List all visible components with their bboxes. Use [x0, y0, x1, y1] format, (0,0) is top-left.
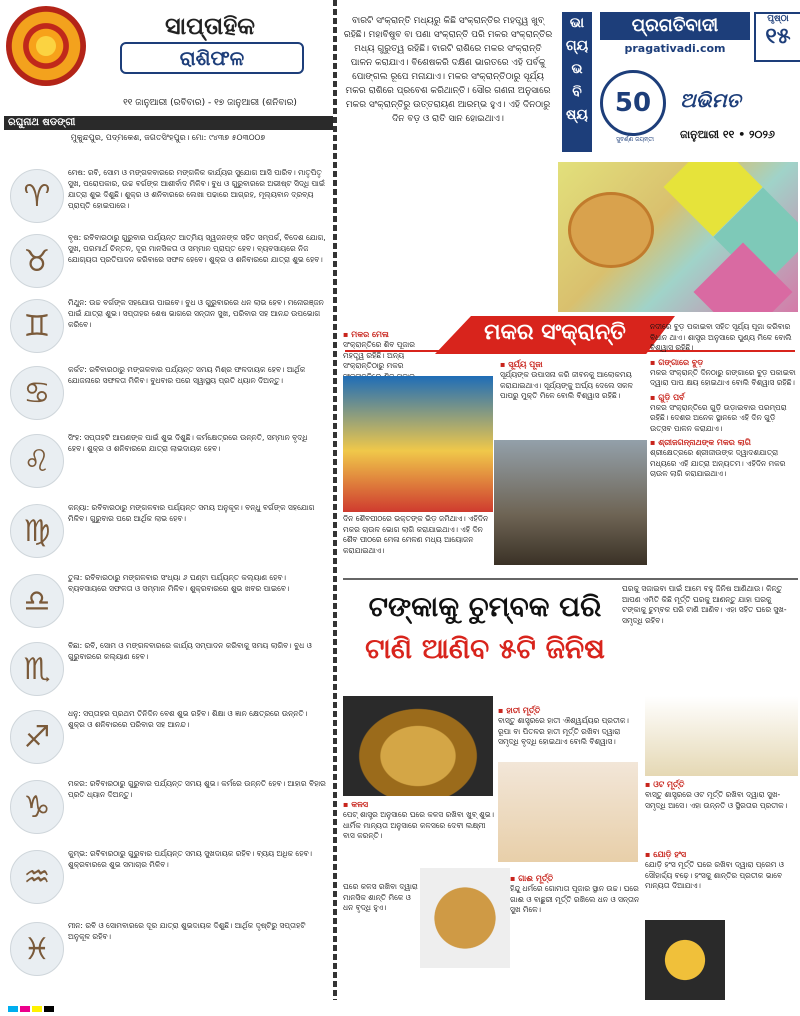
zodiac-sign-row [6, 918, 328, 981]
section-brand: ଅଭିମତ [680, 88, 741, 112]
taurus-icon: ♉ [10, 234, 64, 288]
zodiac-sign-row [6, 430, 328, 493]
zodiac-sign-row [6, 706, 328, 769]
makar-mela-body: ସଂକ୍ରାନ୍ତିରେ ଶିବ ପୂଜାର ମହତ୍ତ୍ୱ ରହିଛି। ଅନ୍ୟ ସଂକ୍ରାନ୍ତିଠାରୁ ମକର [343, 340, 415, 370]
kalasha-body: ପେଟ୍‌ ଶାସ୍ତ୍ର ଅନୁସାରେ ଘରେ କଳସ ରଖିବା ଖୁବ୍ ଶୁଭ। ଧାର୍ମିକ ମାନ୍ୟତା ଅନୁସାରେ କଳସରେ ଦେବୀ ଲକ୍ଷ୍ମୀ ବାସ କରନ୍ତି। [343, 810, 495, 840]
kalasha-section [343, 800, 495, 842]
feature2-intro: ଘରକୁ ସଜାଇବା ପାଇଁ ଆମେ ବହୁ ଜିନିଷ ଆଣିଥାଉ। କିନ୍ତୁ ଆପଣ ଏମିତି କିଛି ମୂର୍ତ୍ତି ଘରକୁ ଆଣନ୍ତୁ ଯାହା ଘରକୁ ଟଙ୍କାକୁ ଚୁମ୍ବକ ପରି ଟାଣି ଆଣିବ। ଏହା ସହିତ ଘରେ ସୁଖ-ସମୃଦ୍ଧି ରହିବ। [622, 584, 787, 625]
rashifala-date-range: ୧୧ ଜାନୁଆରୀ (ରବିବାର) - ୧୭ ଜାନୁଆରୀ (ଶନିବାର) [123, 98, 297, 108]
registration-mark-black [44, 1006, 54, 1012]
zodiac-sign-text: ମକର: ରବିବାରଠାରୁ ଗୁରୁବାର ପର୍ଯ୍ୟନ୍ତ ସମୟ ଶୁଭ। କର୍ମରେ ଉନ୍ନତି ହେବ। ଆହାର ବିହାର ପ୍ରତି ଧ୍ୟାନ ଦିଅନ୍ତୁ। [68, 779, 326, 799]
vertical-char: ଷ୍ୟ [566, 107, 588, 123]
registration-mark-cyan [8, 1006, 18, 1012]
registration-mark-yellow [32, 1006, 42, 1012]
zodiac-sign-text: ସିଂହ: ସପ୍ତାହଟି ଆପଣଙ୍କ ପାଇଁ ଶୁଭ ଦିଶୁଛି। କର୍ମକ୍ଷେତ୍ରରେ ଉନ୍ନତି, ସମ୍ମାନ ବୃଦ୍ଧି ହେବ। ଶୁକ୍ର ଓ ଶନିବାରରେ ଯାତ୍ରା ଲାଭଦାୟକ ହେବ। [68, 433, 308, 453]
sweets-plate [568, 192, 654, 268]
hati-tag: ▪ ହାତୀ ମୂର୍ତ୍ତି [498, 706, 541, 715]
zodiac-sign-text: ମେଷ: ରବି, ସୋମ ଓ ମଙ୍ଗଳବାରରେ ମଙ୍ଗଳିକ କାର୍ଯ୍ୟର ସୁଯୋଗ ଆସି ପାରିବ। ମାତୃପିତୃ ସୁଖ, ପରୋପକାର, ଉଚ୍ଚ ବର୍ଗଙ୍କ ଆଶୀର୍ବାଦ ମିଳିବ। ବୁଧ ଓ ଗୁରୁବାରରେ ଅଭୀଷ୍ଟ ସିଦ୍ଧି ପାଇଁ ଯାତ୍ରା ଶୁଭ ଦିଶୁଛି। ଶୁକ୍ର ଓ ଶନିବାରରେ ଲେଖା ପଢାରେ ଆଗ୍ରହ, ମୂଲ୍ୟବାନ ଦ୍ରବ୍ୟ ପ୍ରାପ୍ତି ହୋଇପାରେ। [68, 168, 326, 210]
gai-section [510, 874, 640, 916]
gangare-tag: ▪ ଗଙ୍ଗାରେ ବୁଡ଼ [650, 357, 704, 367]
aries-icon: ♈ [10, 169, 64, 223]
ghudi-tag: ▪ ଗୁଡ଼ି ପର୍ବ [650, 392, 685, 402]
gai-body: ହିନ୍ଦୁ ଧର୍ମରେ ଗୋମାତା ପୂଜାର ସ୍ଥାନ ଉଚ୍ଚ। ଘରେ ଗାଈ ଓ ବାଛୁରୀ ମୂର୍ତ୍ତି ରଖିଲେ ଧନ ଓ ସନ୍ତାନ ସୁଖ ମିଳେ। [510, 884, 640, 914]
ghudi-body: ମକର ସଂକ୍ରାନ୍ତିରେ ଗୁଡ଼ି ଉଡ଼ାଇବାର ପରମ୍ପରା ରହିଛି। ଦେଶର ଅନେକ ସ୍ଥାନରେ ଏହି ଦିନ ଗୁଡ଼ି ଉତ୍ସବ ପାଳନ କରାଯାଏ। [650, 402, 787, 433]
leo-icon: ♌ [10, 434, 64, 488]
surya-puja-body: ସୂର୍ଯ୍ୟଙ୍କ ଉପାସନା କରି ଜୀବନକୁ ଆଲୋକମୟ କରାଯାଇଥାଏ। ସୂର୍ଯ୍ୟଙ୍କୁ ଅର୍ଘ୍ୟ ଦେଲେ ସକଳ ପାପରୁ ମୁକ୍ତି ମିଳେ ବୋଲି ବିଶ୍ୱାସ ରହିଛି। [500, 370, 633, 400]
scorpio-icon: ♏ [10, 642, 64, 696]
camel-figurine-photo [645, 696, 798, 776]
bhagya-bhabishya-vertical [562, 12, 592, 152]
anniversary-caption: ସୁବର୍ଣ୍ଣ ଜୟନ୍ତୀ [616, 136, 654, 143]
kalasha-continued: ଘରେ କଳସ ରଖିବା ଦ୍ୱାରା ମାନସିକ ଶାନ୍ତି ମିଳେ ଓ ଧନ ବୃଦ୍ଧି ହୁଏ। [343, 882, 418, 912]
anniversary-50-emblem: 50 [600, 70, 666, 136]
jagannath-tag: ▪ ଶ୍ରୀଜଗନ୍ନାଥଙ୍କ ମକର ଲାଗି [650, 438, 751, 447]
website-url[interactable]: pragativadi.com [624, 42, 726, 55]
rashifala-subtitle: ରାଶିଫଳ [120, 42, 304, 74]
jodi-hansa-section [645, 850, 798, 892]
holy-dip-photo [494, 440, 647, 565]
feature2-headline-line1: ଟଙ୍କାକୁ ଚୁମ୍ବକ ପରି [368, 590, 602, 623]
surya-deity-photo [343, 376, 493, 512]
gemini-icon: ♊ [10, 299, 64, 353]
zodiac-sign-text: ତୁଳା: ରବିବାରଠାରୁ ମଙ୍ଗଳବାର ସଂଧ୍ୟା ୬ ଘଣ୍ଟା ପର୍ଯ୍ୟନ୍ତ କଲ୍ୟାଣ ହେବ। ବ୍ୟବସାୟରେ ସଫଳତା ଓ ସମ୍ମାନ ମିଳିବ। ଶୁକ୍ରବାରରେ ଶୁଭ ଖବର ପାଇବେ। [68, 573, 290, 593]
turtle-figurine-photo [343, 696, 493, 796]
registration-mark-magenta [20, 1006, 30, 1012]
makar-mela-tag: ▪ ମକର ମେଳା [343, 330, 389, 339]
zodiac-sign-row [6, 776, 328, 839]
vertical-char: ଭ [571, 61, 583, 77]
vertical-char: ଗ୍ୟ [565, 38, 589, 54]
newspaper-name: ପ୍ରଗତିବାଦୀ [600, 12, 750, 40]
page-number-box [754, 12, 800, 62]
jagannath-body: ଶ୍ରୀକ୍ଷେତ୍ରରେ ଶ୍ରୀଜୀଉଙ୍କ ଦ୍ୱାଦଶଯାତ୍ରା ମଧ୍ୟରେ ଏହି ଯାତ୍ରା ଅନ୍ୟତମ। ଏହିଦିନ ମକର ଚାଉଳ ଲାଗି କରାଯାଇଥାଏ। [650, 448, 786, 478]
intro-paragraph: ବାରଟି ସଂକ୍ରାନ୍ତି ମଧ୍ୟରୁ କିଛି ସଂକ୍ରାନ୍ତିର ମହତ୍ତ୍ୱ ଖୁବ୍ ରହିଛି। ମହାବିଷୁବ ବା ପଣା ସଂକ୍ରାନ୍ତି ପରି ମକର ସଂକ୍ରାନ୍ତିର ମଧ୍ୟ ଗୁରୁତ୍ୱ ରହିଛି। ବାରଟି ରାଶିରେ ମକର ସଂକ୍ରାନ୍ତି ପାଳନ କରାଯାଏ। ବିଶେଷକରି ଦକ୍ଷିଣ ଭାରତରେ ଏହି ପର୍ବକୁ ପୋଙ୍ଗଲ ରୂପେ ମନାଯାଏ। ମକର ସଂକ୍ରାନ୍ତିଠାରୁ ସୂର୍ଯ୍ୟ ମକର ରାଶିରେ ପ୍ରବେଶ କରିଥାନ୍ତି। ସୌର ଗଣନା ଅନୁସାରେ ମକର ସଂକ୍ରାନ୍ତିରୁ ଉତ୍ତରାୟଣ ଆରମ୍ଭ ହୁଏ। ଏହି ଦିନଠାରୁ ଦିନ ବଡ଼ ଓ ରାତି ସାନ ହୋଇଥାଏ। [343, 16, 553, 124]
zodiac-sign-text: କନ୍ୟା: ରବିବାରଠାରୁ ମଙ୍ଗଳବାର ପର୍ଯ୍ୟନ୍ତ ସମୟ ଅନୁକୂଳ। ବନ୍ଧୁ ବର୍ଗଙ୍କ ସହଯୋଗ ମିଳିବ। ଗୁରୁବାର ପରେ ଆର୍ଥିକ ଲାଭ ହେବ। [68, 503, 315, 523]
pisces-icon: ♓ [10, 922, 64, 976]
zodiac-sign-text: ବୃଷ: ରବିବାରଠାରୁ ଗୁରୁବାର ପର୍ଯ୍ୟନ୍ତ ଆତ୍ମିୟ ସ୍ୱଜନଙ୍କ ସହିତ ସମ୍ପର୍କ, ବିଦେଶ ଯୋଗ, ସୁଖ, ପରମାର୍ଥ ଚିନ୍ତନ, ଦୂର ମାନସିକତା ଓ ସମ୍ମାନ ପ୍ରାପ୍ତ ହେବ। ବ୍ୟବସାୟରେ ନିଜ ଯୋଗ୍ୟତା ପ୍ରତିପାଦନ କରିବାରେ ସଫଳ ହେବେ। ଶୁକ୍ର ଓ ଶନିବାରରେ ଯାତ୍ରା ଶୁଭ ହେବ। [68, 233, 326, 264]
zodiac-sign-text: ବିଛା: ରବି, ସୋମ ଓ ମଙ୍ଗଳବାରରେ କାର୍ଯ୍ୟ ସମ୍ପାଦନ କରିବାକୁ ସମୟ ଲାଗିବ। ବୁଧ ଓ ଗୁରୁବାରରେ କଲ୍ୟାଣ ହେବ। [68, 641, 312, 661]
feature-separator [343, 578, 798, 580]
zodiac-sign-text: କର୍କଟ: ରବିବାରଠାରୁ ମଙ୍ଗଳବାର ପର୍ଯ୍ୟନ୍ତ ସମୟ ମିଶ୍ର ଫଳଦାୟକ ହେବ। ଆର୍ଥିକ ଯୋଜନାରେ ସଫଳତା ମିଳିବ। ବୁଧବାର ପରେ ସ୍ୱାସ୍ଥ୍ୟ ପ୍ରତି ଧ୍ୟାନ ଦିଅନ୍ତୁ। [68, 365, 306, 385]
cancer-icon: ♋ [10, 366, 64, 420]
vertical-char: ବି [572, 84, 582, 100]
gai-tag: ▪ ଗାଈ ମୂର୍ତ୍ତି [510, 874, 554, 883]
kalasha-tag: ▪ କଳସ [343, 800, 369, 809]
makar-mela-continued: ଦିନ ଶୈବପୀଠରେ ଭକ୍ତଙ୍କ ଭିଡ଼ ଜମିଥାଏ। ଏହିଦିନ ମକର ଚାଉଳ ଭୋଗ ଲାଗି କରାଯାଇଥାଏ। ଏହି ଦିନ ଶୈବ ପୀଠରେ ମେଳା ମେଳଣ ମଧ୍ୟ ଆୟୋଜନ କରାଯାଇଥାଏ। [343, 514, 489, 555]
aquarius-icon: ♒ [10, 850, 64, 904]
zodiac-wheel-logo [6, 6, 86, 86]
zodiac-sign-row [6, 846, 328, 909]
cow-calf-figurine-photo [498, 762, 638, 862]
zodiac-sign-row [6, 500, 328, 563]
hati-body: ବାସ୍ତୁ ଶାସ୍ତ୍ରରେ ହାତୀ ଐଶ୍ୱର୍ଯ୍ୟର ପ୍ରତୀକ। ରୂପା ବା ପିତଳର ହାତୀ ମୂର୍ତ୍ତି ରଖିବା ଦ୍ୱାରା ସମୃଦ୍ଧି ବୃଦ୍ଧି ହୋଇଥାଏ ବୋଲି ବିଶ୍ୱାସ। [498, 716, 629, 746]
zodiac-sign-row [6, 362, 328, 425]
zodiac-sign-row [6, 638, 328, 701]
zodiac-sign-row [6, 295, 328, 358]
surya-puja-tag: ▪ ସୂର୍ଯ୍ୟ ପୂଜା [500, 360, 543, 369]
swan-pair-photo [645, 920, 725, 1000]
hati-section [498, 706, 640, 748]
page-number: ୧୫ [765, 24, 791, 49]
zodiac-sign-text: ମୀନ: ରବି ଓ ସୋମବାରରେ ଦୂର ଯାତ୍ରା ଶୁଭଦାୟକ ଦିଶୁଛି। ଆର୍ଥିକ ଦୃଷ୍ଟିରୁ ସପ୍ତାହଟି ଅନୁକୂଳ ରହିବ। [68, 921, 306, 941]
nadi-paragraph: ନଦୀରେ ବୁଡ଼ ପକାଇବା ସହିତ ସୂର୍ଯ୍ୟ ପୂଜା କରିବାର ବିଧାନ ଥାଏ। ଶାସ୍ତ୍ର ଅନୁସାରେ ପୁଣ୍ୟ ମିଳେ ବୋଲି ବିଶ୍ୱାସ ରହିଛି। [650, 322, 792, 352]
unt-tag: ▪ ଓଟ ମୂର୍ତ୍ତି [645, 780, 685, 789]
libra-icon: ♎ [10, 574, 64, 628]
feature1-right-column [650, 322, 798, 480]
sagittarius-icon: ♐ [10, 710, 64, 764]
vertical-char: ଭା [569, 15, 585, 31]
banner-title: ମକର ସଂକ୍ରାନ୍ତି [484, 320, 626, 345]
zodiac-sign-row [6, 165, 328, 228]
zodiac-sign-row [6, 570, 328, 633]
surya-puja-section [500, 360, 650, 402]
rashifala-title: ସାପ୍ତାହିକ [165, 12, 255, 40]
zodiac-sign-text: କୁମ୍ଭ: ରବିବାରଠାରୁ ଗୁରୁବାର ପର୍ଯ୍ୟନ୍ତ ସମୟ ସୁଖଦାୟକ ରହିବ। ବ୍ୟୟ ଅଧିକ ହେବ। ଶୁକ୍ରବାରରେ ଶୁଭ ସମାଚାର ମିଳିବ। [68, 849, 313, 869]
kites-and-sweets-photo [558, 162, 798, 312]
zodiac-sign-row [6, 230, 328, 293]
sun-icon [36, 36, 56, 56]
zodiac-sign-text: ଧନୁ: ସପ୍ତାହର ପ୍ରଥମ ତିନିଦିନ ବେଶ ଶୁଭ ରହିବ। ଶିକ୍ଷା ଓ ଜ୍ଞାନ କ୍ଷେତ୍ରରେ ଉନ୍ନତି। ଶୁକ୍ର ଓ ଶନିବାରରେ ପରିବାର ସହ ଆନନ୍ଦ। [68, 709, 308, 729]
author-name: ରଘୁନାଥ ଷଡଙ୍ଗୀ [4, 116, 333, 130]
gangare-body: ମକର ସଂକ୍ରାନ୍ତି ଦିନଠାରୁ ଗଙ୍ଗାରେ ବୁଡ଼ ପକାଇବା ଦ୍ୱାରା ପାପ କ୍ଷୟ ହୋଇଥାଏ ବୋଲି ବିଶ୍ୱାସ ରହିଛି। [650, 367, 796, 387]
unt-section [645, 780, 798, 811]
feature2-headline-line2: ଟାଣି ଆଣିବ ୫ଟି ଜିନିଷ [365, 632, 605, 665]
zodiac-sign-text: ମିଥୁନ: ଉଚ୍ଚ ବର୍ଗଙ୍କ ସହଯୋଗ ପାଇବେ। ବୁଧ ଓ ଗୁରୁବାରରେ ଧନ ଲାଭ ହେବ। ମନୋରଞ୍ଜନ ପାଇଁ ଯାତ୍ରା ଶୁଭ। ସପ୍ତାହର ଶେଷ ଭାଗରେ ସନ୍ତାନ ସୁଖ, ପରିବାର ସହ ଆନନ୍ଦ ଉପଭୋଗ କରିବେ। [68, 298, 324, 329]
unt-body: ବାସ୍ତୁ ଶାସ୍ତ୍ରରେ ଓଟ ମୂର୍ତ୍ତି ରଖିବା ଦ୍ୱାରା ସୁଖ-ସମୃଦ୍ଧି ଆସେ। ଏହା ଉନ୍ନତି ଓ ସ୍ଥିରତାର ପ୍ରତୀକ। [645, 790, 788, 810]
issue-date: ଜାନୁଆରୀ ୧୧ • ୨୦୨୬ [680, 128, 775, 141]
author-address: ମୁକୁନ୍ଦପୁର, ପଦ୍ମକେଶ, ଜଗତସିଂହପୁର। ମୋ: ୯୪୩୭ ୫୦୩୦୦୭ [70, 133, 266, 142]
page-label: ପୃଷ୍ଠା [767, 14, 789, 24]
elephant-figurine-photo [420, 868, 510, 968]
virgo-icon: ♍ [10, 504, 64, 558]
column-divider [333, 0, 337, 1000]
capricorn-icon: ♑ [10, 780, 64, 834]
jodi-hansa-tag: ▪ ଯୋଡ଼ି ହଂସ [645, 850, 687, 859]
jodi-hansa-body: ଯୋଡ଼ି ହଂସ ମୂର୍ତ୍ତି ଘରେ ରଖିବା ଦ୍ୱାରା ପ୍ରେମ ଓ ସୌହାର୍ଦ୍ଦ୍ୟ ବଢ଼େ। ହଂସକୁ ଶାନ୍ତିର ପ୍ରତୀକ ଭାବେ ମାନ୍ୟତା ଦିଆଯାଏ। [645, 860, 784, 890]
